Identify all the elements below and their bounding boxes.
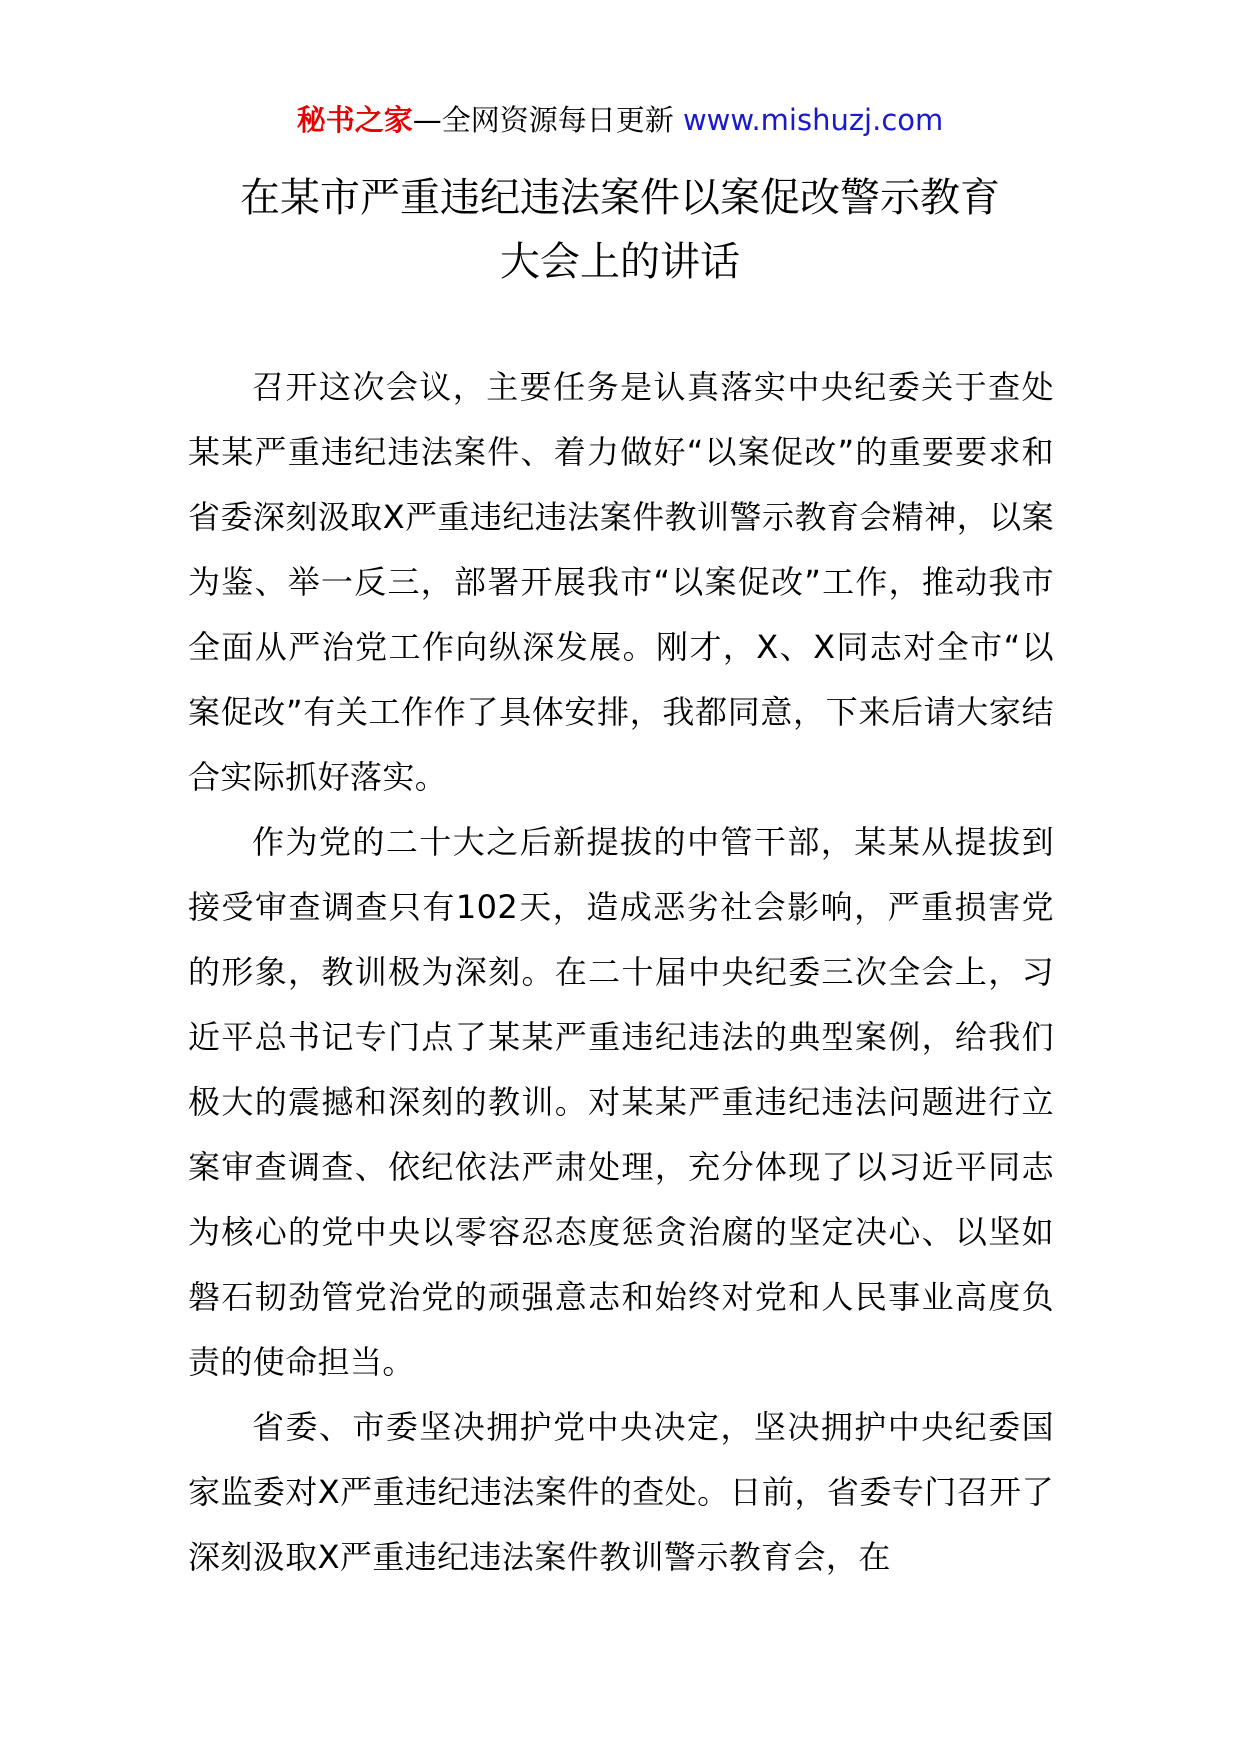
brand-name: 秘书之家: [296, 103, 413, 137]
paragraph-3: 省委、市委坚决拥护党中央决定，坚决拥护中央纪委国家监委对X严重违纪违法案件的查处。日前，省委专门召开了深刻汲取X严重违纪违法案件教训警示教育会，在: [188, 1408, 1054, 1576]
paragraph-2: 作为党的二十大之后新提拔的中管干部，某某从提拔到接受审查调查只有102天，造成恶劣社会影响，严重损害党的形象，教训极为深刻。在二十届中央纪委三次全会上，习近平总书记专门点了某某严重违纪违法的典型案例，给我们极大的震撼和深刻的教训。对某某严重违纪违法问题进行立案审查调查、依纪依法严肃处理，充分体现了以习近平同志为核心的党中央以零容忍态度惩贪治腐的坚定决心、以坚如磐石韧劲管党治党的顽强意志和始终对党和人民事业高度负责的使命担当。: [188, 823, 1054, 1381]
site-banner: [0, 100, 1240, 140]
site-url-link[interactable]: www.mishuzj.com: [682, 103, 944, 137]
paragraph-1: 召开这次会议，主要任务是认真落实中央纪委关于查处某某严重违纪违法案件、着力做好“以案促改”的重要要求和省委深刻汲取X严重违纪违法案件教训警示教育会精神，以案为鉴、举一反三，部署开展我市“以案促改”工作，推动我市全面从严治党工作向纵深发展。刚才，X、X同志对全市“以案促改”有关工作作了具体安排，我都同意，下来后请大家结合实际抓好落实。: [188, 368, 1054, 796]
title-line-1: 在某市严重违纪违法案件以案促改警示教育: [240, 175, 1000, 221]
banner-tagline: —全网资源每日更新: [412, 103, 683, 137]
document-body: [188, 355, 1054, 1590]
page-title: [0, 166, 1240, 294]
title-line-2: 大会上的讲话: [500, 239, 740, 285]
